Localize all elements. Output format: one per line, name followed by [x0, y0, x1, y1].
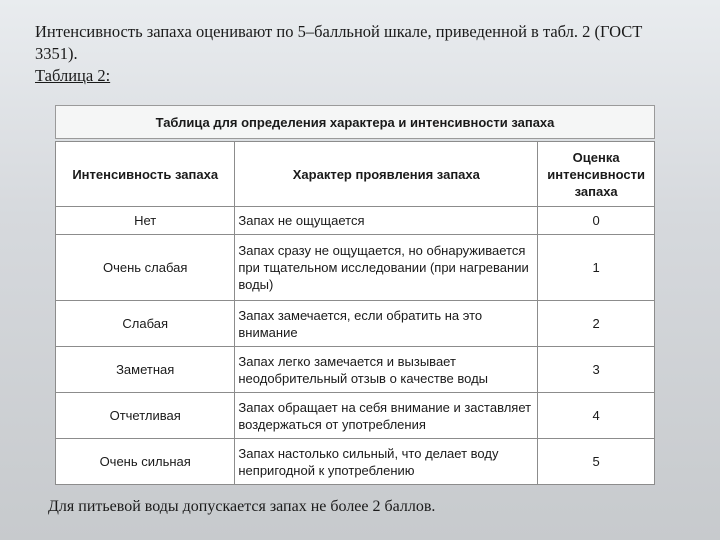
- cell-intensity: Нет: [56, 207, 235, 235]
- table-row: [56, 235, 655, 301]
- header-intensity: Интенсивность запаха: [56, 142, 235, 207]
- cell-score: 5: [538, 439, 655, 485]
- cell-intensity: Очень сильная: [56, 439, 235, 485]
- cell-character: Запах замечается, если обратить на это внимание: [235, 301, 538, 347]
- cell-score: 4: [538, 393, 655, 439]
- header-character: Характер проявления запаха: [235, 142, 538, 207]
- table-row: [56, 207, 655, 235]
- footer-note: Для питьевой воды допускается запах не более 2 баллов.: [48, 498, 436, 515]
- table-row: [56, 393, 655, 439]
- cell-intensity: Отчетливая: [56, 393, 235, 439]
- intro-text: [35, 21, 685, 87]
- cell-score: 2: [538, 301, 655, 347]
- table-header-row: [56, 142, 655, 207]
- cell-intensity: Очень слабая: [56, 235, 235, 301]
- cell-character: Запах легко замечается и вызывает неодобрительный отзыв о качестве воды: [235, 347, 538, 393]
- cell-character: Запах не ощущается: [235, 207, 538, 235]
- cell-intensity: Слабая: [56, 301, 235, 347]
- table-caption: Таблица 2:: [35, 66, 111, 85]
- cell-intensity: Заметная: [56, 347, 235, 393]
- cell-character: Запах настолько сильный, что делает воду непригодной к употреблению: [235, 439, 538, 485]
- intro-paragraph: Интенсивность запаха оценивают по 5–балльной шкале, приведенной в табл. 2 (ГОСТ 3351).: [35, 22, 643, 63]
- header-score: Оценка интенсивности запаха: [538, 142, 655, 207]
- table-row: [56, 347, 655, 393]
- cell-score: 0: [538, 207, 655, 235]
- cell-score: 1: [538, 235, 655, 301]
- table-row: [56, 301, 655, 347]
- table-title: Таблица для определения характера и интенсивности запаха: [55, 105, 655, 139]
- odor-intensity-table: [55, 141, 655, 485]
- cell-score: 3: [538, 347, 655, 393]
- cell-character: Запах сразу не ощущается, но обнаруживается при тщательном исследовании (при нагревании воды): [235, 235, 538, 301]
- table-row: [56, 439, 655, 485]
- cell-character: Запах обращает на себя внимание и заставляет воздержаться от употребления: [235, 393, 538, 439]
